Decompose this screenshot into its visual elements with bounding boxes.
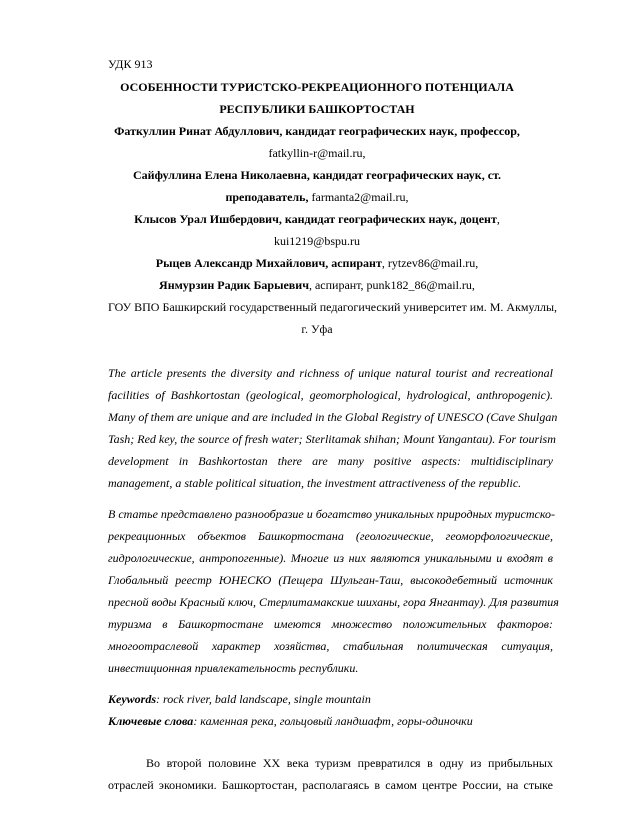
author-5-rest: , аспирант, punk182_86@mail.ru,	[308, 278, 475, 292]
affiliation-line-1: ГОУ ВПО Башкирский государственный педагогический университет им. М. Акмуллы,	[108, 300, 558, 314]
author-1	[100, 124, 534, 138]
author-4-name: Рыцев Александр Михайлович, аспирант	[155, 256, 382, 270]
abstract-en-line: Tash; Red key, the source of fresh water; Sterlitamak shihan; Mount Yangantau). For tourism	[108, 432, 556, 446]
abstract-ru-line: Глобальный реестр ЮНЕСКО (Пещера Шульган-Таш, высокодебетный источник	[108, 573, 553, 587]
author-4-rest: , rytzev86@mail.ru,	[381, 256, 479, 270]
author-3-email: kui1219@bspu.ru	[273, 234, 361, 248]
abstract-ru-line: В статье представлено разнообразие и богатство уникальных природных туристско-	[108, 507, 555, 521]
author-2-position: преподаватель,	[225, 190, 309, 204]
author-5	[100, 278, 534, 292]
abstract-en-line: The article presents the diversity and richness of unique natural tourist and recreational	[108, 366, 553, 380]
abstract-ru-line: инвестиционная привлекательность республики.	[108, 661, 359, 675]
abstract-en-line: management, a stable political situation, the investment attractiveness of the republic.	[108, 476, 522, 490]
keywords-en-text: : rock river, bald landscape, single mountain	[156, 692, 371, 706]
body-paragraph-line: Во второй половине XX века туризм превратился в одну из прибыльных	[146, 756, 553, 770]
author-2	[100, 168, 534, 182]
keywords-ru	[108, 714, 473, 728]
author-2-name: Сайфуллина Елена Николаевна, кандидат географических наук, ст.	[132, 168, 502, 182]
abstract-ru-line: многоотраслевой характер хозяйства, стабильная политическая ситуация,	[108, 639, 553, 653]
author-3	[100, 212, 534, 226]
abstract-en-line: development in Bashkortostan there are many positive aspects: multidisciplinary	[108, 454, 553, 468]
title-line-2: РЕСПУБЛИКИ БАШКОРТОСТАН	[219, 102, 415, 116]
abstract-ru-line: пресной воды Красный ключ, Стерлитамакские шиханы, гора Янгантау). Для развития	[108, 595, 559, 609]
title-line-1: ОСОБЕННОСТИ ТУРИСТСКО-РЕКРЕАЦИОННОГО ПОТЕНЦИАЛА	[120, 80, 514, 94]
author-2-email: farmanta2@mail.ru,	[308, 190, 409, 204]
author-1-email-line	[100, 146, 534, 160]
author-5-name: Янмурзин Радик Барыевич	[159, 278, 309, 292]
keywords-en-label: Keywords	[108, 692, 156, 706]
keywords-ru-label: Ключевые слова	[108, 714, 194, 728]
keywords-ru-text: : каменная река, гольцовый ландшафт, горы-одиночки	[193, 714, 473, 728]
keywords-en	[108, 692, 371, 706]
abstract-en-line: facilities of Bashkortostan (geological, geomorphological, hydrological, anthropogenic).	[108, 388, 553, 402]
affiliation-line-2: г. Уфа	[301, 322, 333, 336]
author-1-name: Фаткуллин Ринат Абдуллович, кандидат географических наук, профессор,	[114, 124, 520, 138]
body-paragraph-line: отраслей экономики. Башкортостан, располагаясь в самом центре России, на стыке	[108, 778, 553, 792]
abstract-en-line: Many of them are unique and are included in the Global Registry of UNESCO (Cave Shulgan	[108, 410, 558, 424]
author-1-email: fatkyllin-r@mail.ru,	[268, 146, 366, 160]
author-3-comma: ,	[496, 212, 500, 226]
abstract-ru-line: туризма в Башкортостане имеются множество положительных факторов:	[108, 617, 553, 631]
abstract-ru-line: гидрологические, антропогенные). Многие из них являются уникальными и входят в	[108, 551, 553, 565]
udk-code: УДК 913	[108, 57, 153, 71]
author-3-name: Клысов Урал Ишбердович, кандидат географических наук, доцент	[134, 212, 497, 226]
abstract-ru-line: рекреационных объектов Башкортостана (геологические, геоморфологические,	[108, 529, 553, 543]
author-2-cont	[100, 190, 534, 204]
author-4	[100, 256, 534, 270]
author-3-email-line	[100, 234, 534, 248]
